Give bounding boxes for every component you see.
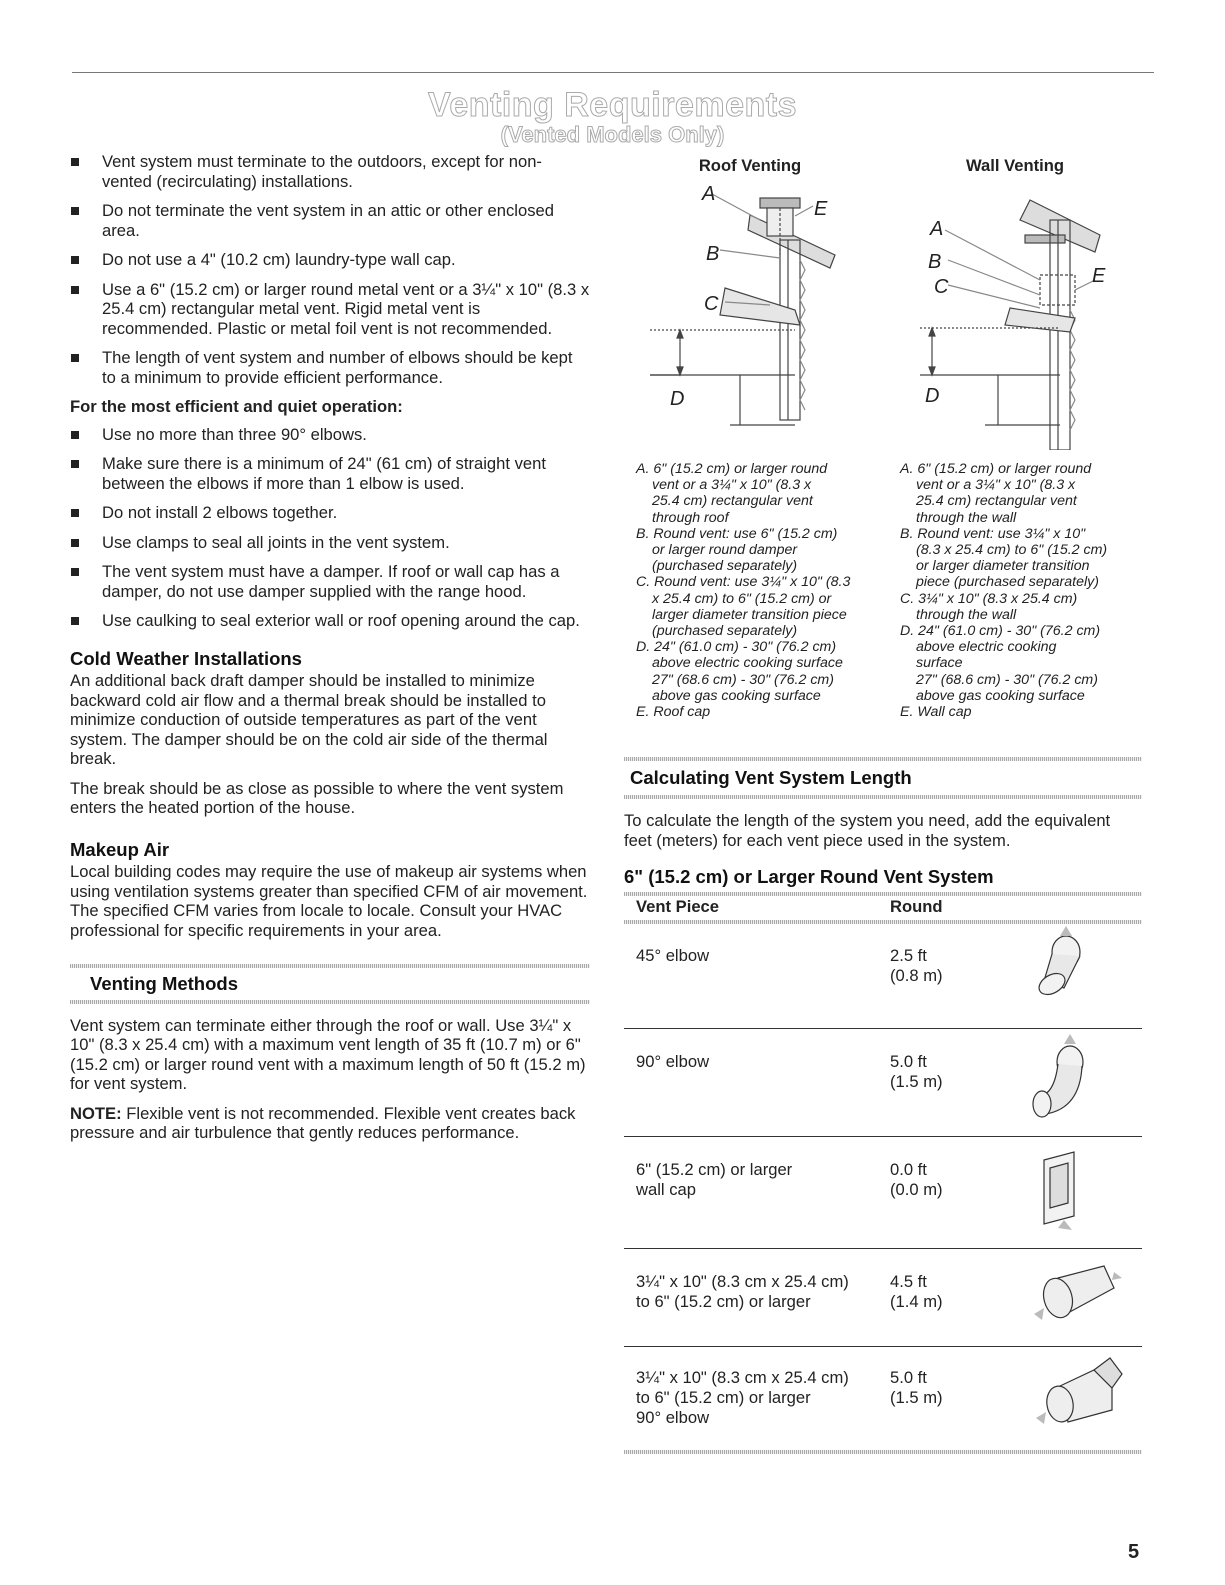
section-band-bottom bbox=[624, 795, 1142, 799]
calc-section bbox=[624, 757, 1142, 850]
vent-piece-cell: to 6" (15.2 cm) or larger bbox=[636, 1388, 811, 1407]
wall-venting-heading: Wall Venting bbox=[965, 156, 1065, 175]
vent-piece-cell: to 6" (15.2 cm) or larger bbox=[636, 1292, 811, 1311]
col-header-round: Round bbox=[890, 897, 943, 916]
wall-caption-e bbox=[900, 704, 1150, 720]
round-ft-cell: 2.5 ft bbox=[890, 946, 927, 965]
caption-line: through the wall bbox=[916, 509, 1017, 526]
caption-line: (purchased separately) bbox=[652, 623, 798, 640]
requirements-list bbox=[70, 152, 590, 387]
caption-line: surface bbox=[916, 655, 963, 672]
roof-label-a: A bbox=[702, 183, 716, 205]
round-m-cell: (1.5 m) bbox=[890, 1072, 943, 1091]
roof-label-e: E bbox=[814, 198, 828, 220]
note-text: Flexible vent is not recommended. Flexible vent creates back pressure and air turbulence that gently reduces performance. bbox=[70, 1103, 576, 1142]
round-m-cell: (1.5 m) bbox=[890, 1388, 943, 1407]
left-column bbox=[70, 152, 590, 1153]
roof-label-d: D bbox=[670, 388, 685, 410]
roof-caption-e bbox=[636, 704, 892, 720]
elbow-90-icon bbox=[1024, 1034, 1094, 1119]
caption-line: D. 24" (61.0 cm) - 30" (76.2 cm) bbox=[900, 623, 1101, 640]
caption-line: above gas cooking surface bbox=[652, 687, 821, 704]
caption-line: above gas cooking surface bbox=[916, 687, 1085, 704]
makeup-air-paragraph: Local building codes may require the use of makeup air systems when using ventilation systems greater than specified CFM of air movement. The specified CFM varies from locale to locale. Consult your HVAC professional for specific requirements in your area. bbox=[70, 862, 588, 940]
caption-line: piece (purchased separately) bbox=[916, 574, 1099, 591]
caption-line: through the wall bbox=[916, 606, 1017, 623]
row-divider bbox=[624, 1028, 1142, 1029]
roof-caption-d bbox=[636, 639, 892, 704]
list-item: The length of vent system and number of elbows should be kept to a minimum to provide efficient performance. bbox=[70, 348, 590, 387]
caption-line: (purchased separately) bbox=[652, 558, 798, 575]
caption-line: A. 6" (15.2 cm) or larger round bbox=[900, 461, 1092, 477]
caption-line: above electric cooking bbox=[916, 639, 1057, 656]
roof-caption-b bbox=[636, 526, 892, 575]
caption-line: larger diameter transition piece bbox=[652, 606, 847, 623]
wall-captions bbox=[900, 461, 1150, 720]
caption-line: 27" (68.6 cm) - 30" (76.2 cm) bbox=[916, 671, 1098, 688]
list-item: Use a 6" (15.2 cm) or larger round metal vent or a 3¼" x 10" (8.3 x 25.4 cm) rectangular metal vent. Rigid metal vent is recommended. Plastic or metal foil vent is not recommended. bbox=[70, 280, 590, 339]
wall-label-e: E bbox=[1092, 265, 1106, 287]
list-item: Do not terminate the vent system in an attic or other enclosed area. bbox=[70, 201, 590, 240]
efficient-heading: For the most efficient and quiet operation: bbox=[70, 397, 403, 416]
wall-label-d: D bbox=[925, 385, 940, 407]
list-item: Do not use a 4" (10.2 cm) laundry-type wall cap. bbox=[70, 250, 590, 270]
calc-heading: Calculating Vent System Length bbox=[630, 767, 912, 788]
caption-line: E. Roof cap bbox=[636, 704, 711, 721]
caption-line: C. 3¼" x 10" (8.3 x 25.4 cm) bbox=[900, 590, 1078, 607]
roof-label-c: C bbox=[704, 293, 719, 315]
roof-label-b: B bbox=[706, 243, 720, 265]
page-subtitle: (Vented Models Only) bbox=[500, 122, 725, 147]
efficient-list bbox=[70, 425, 590, 631]
roof-venting-heading: Roof Venting bbox=[698, 156, 802, 175]
wall-caption-c bbox=[900, 591, 1150, 623]
round-ft-cell: 0.0 ft bbox=[890, 1160, 927, 1179]
page-number: 5 bbox=[1128, 1541, 1140, 1563]
wall-label-a: A bbox=[930, 218, 944, 240]
venting-methods-heading: Venting Methods bbox=[90, 973, 238, 994]
list-item: Do not install 2 elbows together. bbox=[70, 503, 590, 523]
vent-piece-cell: 45° elbow bbox=[636, 946, 710, 965]
vent-table-heading: 6" (15.2 cm) or Larger Round Vent System bbox=[624, 866, 994, 887]
round-m-cell: (0.0 m) bbox=[890, 1180, 943, 1199]
caption-line: B. Round vent: use 3¼" x 10" bbox=[900, 525, 1086, 542]
vent-piece-cell: 3¼" x 10" (8.3 cm x 25.4 cm) bbox=[636, 1368, 849, 1387]
wall-label-b: B bbox=[928, 251, 942, 273]
roof-captions bbox=[636, 461, 892, 720]
list-item: Use no more than three 90° elbows. bbox=[70, 425, 590, 445]
caption-line: vent or a 3¼" x 10" (8.3 x bbox=[916, 477, 1076, 494]
caption-line: (8.3 x 25.4 cm) to 6" (15.2 cm) bbox=[916, 542, 1108, 559]
row-divider bbox=[624, 1248, 1142, 1249]
wall-caption-a bbox=[900, 461, 1150, 526]
top-rule bbox=[72, 72, 1154, 73]
venting-methods-paragraph: Vent system can terminate either through the roof or wall. Use 3¼" x 10" (8.3 x 25.4 cm) with a maximum vent length of 35 ft (10.7 m) or 6" (15.2 cm) or larger round vent with a maximum length of 50 ft (15.2 m) for vent system. bbox=[70, 1015, 586, 1093]
list-item: Vent system must terminate to the outdoors, except for non-vented (recirculating) installations. bbox=[70, 152, 590, 191]
table-header-band-bottom bbox=[624, 920, 1142, 924]
caption-line: D. 24" (61.0 cm) - 30" (76.2 cm) bbox=[636, 639, 837, 656]
roof-caption-c bbox=[636, 574, 892, 639]
row-divider bbox=[624, 1346, 1142, 1347]
note-label: NOTE: bbox=[70, 1103, 122, 1123]
wall-caption-d bbox=[900, 623, 1150, 704]
round-ft-cell: 5.0 ft bbox=[890, 1368, 927, 1387]
round-ft-cell: 4.5 ft bbox=[890, 1272, 927, 1291]
roof-caption-a bbox=[636, 461, 892, 526]
vent-piece-cell: 90° elbow bbox=[636, 1052, 710, 1071]
caption-line: C. Round vent: use 3¼" x 10" (8.3 bbox=[636, 574, 851, 591]
wall-label-c: C bbox=[934, 276, 949, 298]
caption-line: above electric cooking surface bbox=[652, 655, 843, 672]
caption-line: 25.4 cm) rectangular vent bbox=[652, 493, 813, 510]
list-item: Use clamps to seal all joints in the vent system. bbox=[70, 533, 590, 553]
round-ft-cell: 5.0 ft bbox=[890, 1052, 927, 1071]
vent-piece-cell: 90° elbow bbox=[636, 1408, 710, 1427]
wall-venting-diagram bbox=[890, 180, 1140, 450]
makeup-air-heading: Makeup Air bbox=[70, 838, 170, 860]
caption-line: B. Round vent: use 6" (15.2 cm) bbox=[636, 525, 838, 542]
caption-line: 25.4 cm) rectangular vent bbox=[916, 493, 1077, 510]
caption-line: x 25.4 cm) to 6" (15.2 cm) or bbox=[652, 590, 832, 607]
elbow-45-icon bbox=[1024, 926, 1094, 1006]
caption-line: through roof bbox=[652, 509, 729, 526]
calc-paragraph: To calculate the length of the system you need, add the equivalent feet (meters) for each vent piece used in the system. bbox=[624, 811, 1111, 850]
caption-line: E. Wall cap bbox=[900, 704, 972, 721]
caption-line: A. 6" (15.2 cm) or larger round bbox=[636, 461, 828, 477]
wall-cap-icon bbox=[1034, 1148, 1084, 1233]
round-m-cell: (1.4 m) bbox=[890, 1292, 943, 1311]
table-bottom-band bbox=[624, 1450, 1142, 1454]
col-header-vent-piece: Vent Piece bbox=[636, 897, 720, 916]
table-header-band-top bbox=[624, 892, 1142, 896]
vent-piece-cell: 6" (15.2 cm) or larger bbox=[636, 1160, 793, 1179]
cold-weather-paragraph-1: An additional back draft damper should be installed to minimize backward cold air flow and a thermal break should be installed to minimize conduction of outside temperatures as part of the vent system. The damper should be on the cold air side of the thermal break. bbox=[70, 671, 548, 768]
cold-weather-paragraph-2: The break should be as close as possible to where the vent system enters the heated portion of the house. bbox=[70, 778, 564, 817]
vent-piece-cell: 3¼" x 10" (8.3 cm x 25.4 cm) bbox=[636, 1272, 849, 1291]
list-item: The vent system must have a damper. If roof or wall cap has a damper, do not use damper supplied with the range hood. bbox=[70, 562, 590, 601]
round-m-cell: (0.8 m) bbox=[890, 966, 943, 985]
section-band-bottom bbox=[70, 1000, 590, 1004]
list-item: Use caulking to seal exterior wall or roof opening around the cap. bbox=[70, 611, 590, 631]
cold-weather-heading: Cold Weather Installations bbox=[70, 647, 302, 669]
transition-icon bbox=[1014, 1258, 1124, 1328]
caption-line: vent or a 3¼" x 10" (8.3 x bbox=[652, 477, 812, 494]
row-divider bbox=[624, 1136, 1142, 1137]
caption-line: or larger diameter transition bbox=[916, 558, 1090, 575]
wall-caption-b bbox=[900, 526, 1150, 591]
vent-piece-cell: wall cap bbox=[636, 1180, 696, 1199]
caption-line: or larger round damper bbox=[652, 542, 798, 559]
transition-elbow-icon bbox=[1014, 1354, 1124, 1434]
caption-line: 27" (68.6 cm) - 30" (76.2 cm) bbox=[652, 671, 834, 688]
list-item: Make sure there is a minimum of 24" (61 cm) of straight vent between the elbows if more than 1 elbow is used. bbox=[70, 454, 590, 493]
page-title: Venting Requirements bbox=[428, 86, 797, 124]
roof-venting-diagram bbox=[630, 180, 890, 450]
note-paragraph bbox=[70, 1104, 590, 1143]
